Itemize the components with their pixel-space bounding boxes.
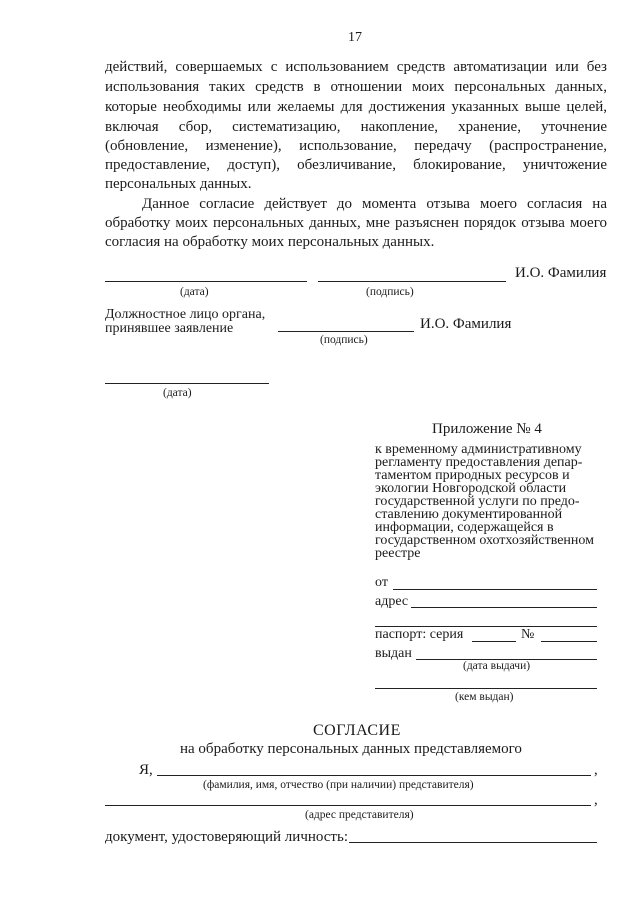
paragraph-line: включая сбор, систематизацию, накопление, хранение, уточнение — [105, 119, 607, 135]
paragraph-line: обработку моих персональных данных, мне разъяснен порядок отзыва моего — [105, 215, 607, 231]
official-name: И.О. Фамилия — [420, 316, 512, 332]
i-label: Я, — [139, 762, 153, 778]
appendix-line: экологии Новгородской области — [375, 481, 567, 496]
consent-title: СОГЛАСИЕ — [313, 722, 401, 739]
official-label: Должностное лицо органа, — [105, 307, 266, 322]
appendix-line: ставлению документированной — [375, 507, 563, 522]
address-field[interactable] — [411, 607, 597, 608]
issue-date-caption: (дата выдачи) — [463, 660, 531, 672]
from-label: от — [375, 575, 388, 590]
identity-document-field[interactable] — [349, 842, 597, 843]
passport-series-label: паспорт: серия — [375, 627, 464, 642]
paragraph-line: согласия на обработку моих персональных данных. — [105, 234, 435, 250]
issued-by-field[interactable] — [375, 688, 597, 689]
paragraph-line: персональных данных. — [105, 176, 252, 192]
fio-caption: (фамилия, имя, отчество (при наличии) представителя) — [203, 779, 474, 791]
official-signature-caption: (подпись) — [320, 334, 368, 346]
identity-document-label: документ, удостоверяющий личность: — [105, 829, 348, 845]
signature-line[interactable] — [318, 281, 506, 282]
appendix-title: Приложение № 4 — [432, 421, 542, 437]
official-date-caption: (дата) — [163, 387, 192, 399]
appendix-line: таментом природных ресурсов и — [375, 468, 570, 483]
signature-caption: (подпись) — [366, 286, 414, 298]
issued-label: выдан — [375, 646, 412, 661]
appendix-line: реестре — [375, 546, 421, 561]
date-caption: (дата) — [180, 286, 209, 298]
passport-series-field[interactable] — [472, 641, 516, 642]
address-comma: , — [594, 792, 598, 808]
paragraph-line: использования таких средств в отношении моих персональных данных, — [105, 79, 607, 95]
paragraph-line: действий, совершаемых с использованием средств автоматизации или без — [105, 59, 607, 75]
page-number: 17 — [348, 30, 362, 45]
applicant-name: И.О. Фамилия — [515, 265, 607, 281]
official-signature-line[interactable] — [278, 331, 414, 332]
appendix-line: регламенту предоставления депар- — [375, 455, 583, 470]
consent-subtitle: на обработку персональных данных представляемого — [180, 741, 522, 757]
from-field[interactable] — [393, 589, 597, 590]
official-label: принявшее заявление — [105, 321, 234, 336]
appendix-line: государственной услуги по предо- — [375, 494, 580, 509]
date-line[interactable] — [105, 281, 307, 282]
representative-address-caption: (адрес представителя) — [305, 809, 414, 821]
passport-number-field[interactable] — [541, 641, 597, 642]
passport-number-label: № — [521, 627, 535, 642]
representative-address-field[interactable] — [105, 805, 591, 806]
issued-by-caption: (кем выдан) — [455, 691, 514, 703]
paragraph-line: которые необходимы или желаемы для достижения указанных выше целей, — [105, 99, 607, 115]
official-date-line[interactable] — [105, 383, 269, 384]
representative-fio-field[interactable] — [157, 775, 591, 776]
address-label: адрес — [375, 594, 409, 609]
appendix-line: государственном охотхозяйственном — [375, 533, 595, 548]
appendix-line: информации, содержащейся в — [375, 520, 554, 535]
paragraph-line: Данное согласие действует до момента отзыва моего согласия на — [142, 196, 607, 212]
paragraph-line: предоставление, доступ), обезличивание, блокирование, уничтожение — [105, 157, 607, 173]
paragraph-line: (обновление, изменение), использование, передачу (распространение, — [105, 138, 607, 154]
appendix-line: к временному административному — [375, 442, 582, 457]
fio-comma: , — [594, 762, 598, 778]
